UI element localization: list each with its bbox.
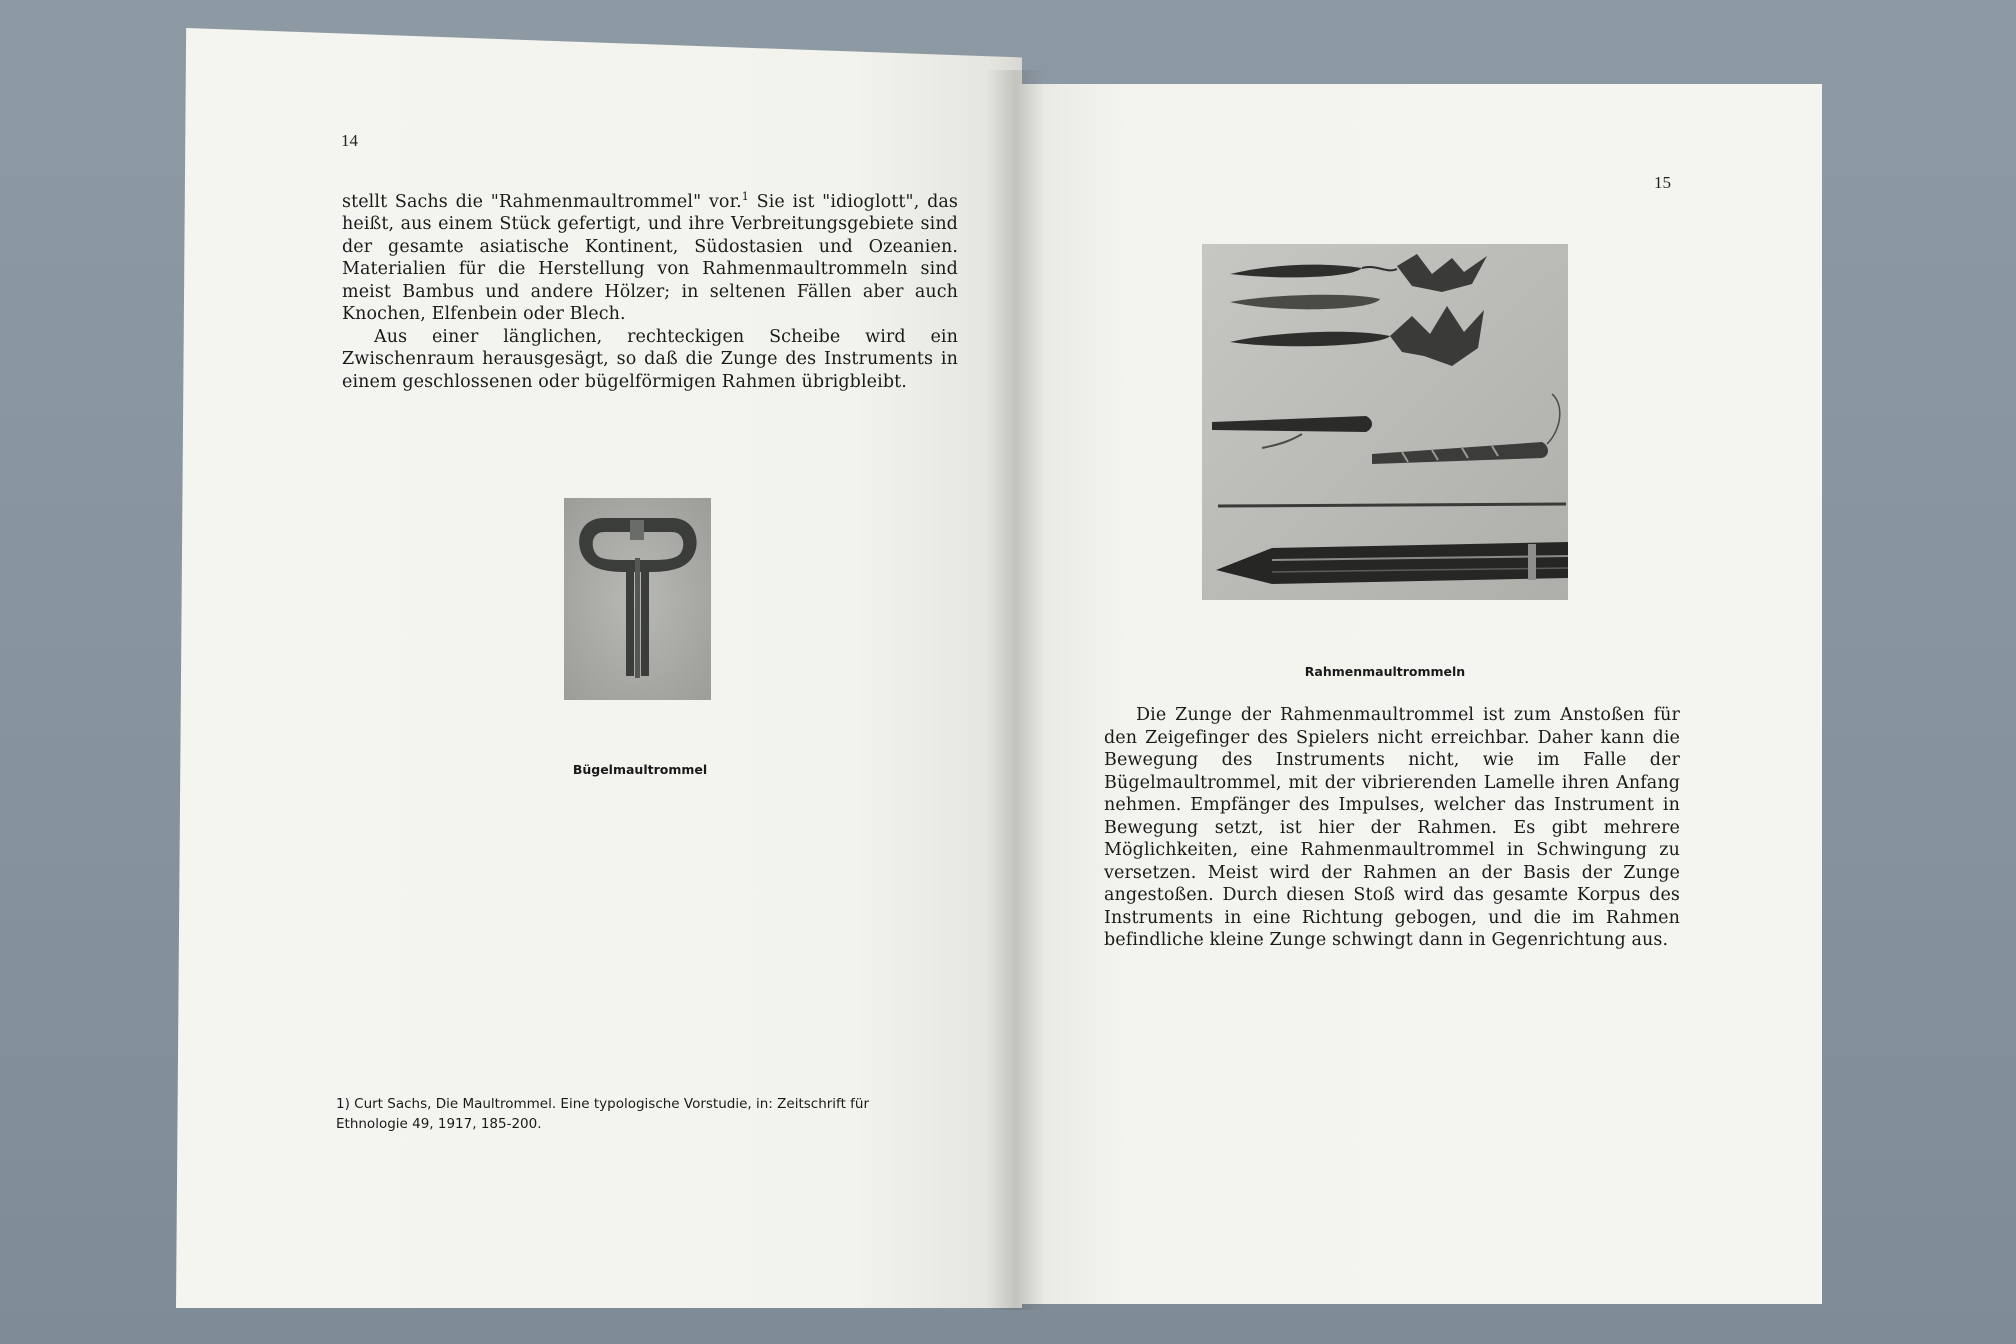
left-footnote: 1) Curt Sachs, Die Maultrommel. Eine typologische Vorstudie, in: Zeitschrift für Ethnologie 49, 1917, 185-200. bbox=[336, 1096, 870, 1132]
left-paragraph-1 bbox=[342, 186, 958, 326]
gutter-shadow bbox=[985, 70, 1045, 1310]
rahmenmaultrommeln-illustration bbox=[1202, 244, 1568, 600]
footnote-marker: 1 bbox=[741, 190, 749, 203]
left-body-text bbox=[342, 186, 958, 393]
left-paragraph-2: Aus einer länglichen, rechteckigen Scheibe wird ein Zwischenraum herausgesägt, so daß die Zunge des Instruments in einem geschlossenen oder bügelförmigen Rahmen übrigbleibt. bbox=[342, 326, 958, 392]
buegelmaultrommel-illustration bbox=[564, 498, 711, 700]
buegelmaultrommel-photo bbox=[564, 498, 711, 700]
right-page-number: 15 bbox=[1654, 173, 1671, 192]
right-body-text bbox=[1104, 704, 1680, 952]
left-page-number: 14 bbox=[341, 131, 358, 150]
rahmenmaultrommeln-caption: Rahmenmaultrommeln bbox=[1304, 664, 1466, 679]
rahmenmaultrommeln-photo bbox=[1202, 244, 1568, 600]
right-paragraph: Die Zunge der Rahmenmaultrommel ist zum Anstoßen für den Zeigefinger des Spielers nicht erreichbar. Daher kann die Bewegung des Instruments nicht, wie im Falle der Bügelmaultrommel, mit der vibrierenden Lamelle ihren Anfang nehmen. Empfänger des Impulses, welcher das Instrument in Bewegung setzt, ist hier der Rahmen. Es gibt mehrere Möglichkeiten, eine Rahmenmaultrommel in Schwingung zu versetzen. Meist wird der Rahmen an der Basis der Zunge angestoßen. Durch diesen Stoß wird das gesamte Korpus des Instruments in eine Richtung gebogen, und die im Rahmen befindliche kleine Zunge schwingt dann in Gegenrichtung aus. bbox=[1104, 705, 1680, 950]
left-paragraph-1-rest: Sie ist "idioglott", das heißt, aus einem Stück gefertigt, und ihre Verbreitungsgebiete sind der gesamte asiatische Kontinent, Südostasien und Ozeanien. Materialien für die Herstellung von Rahmenmaultrommeln sind meist Bambus und andere Hölzer; in seltenen Fällen aber auch Knochen, Elfenbein oder Blech. bbox=[342, 191, 958, 325]
buegelmaultrommel-caption: Bügelmaultrommel bbox=[572, 762, 708, 777]
left-paragraph-1-start: stellt Sachs die "Rahmenmaultrommel" vor. bbox=[342, 191, 742, 212]
